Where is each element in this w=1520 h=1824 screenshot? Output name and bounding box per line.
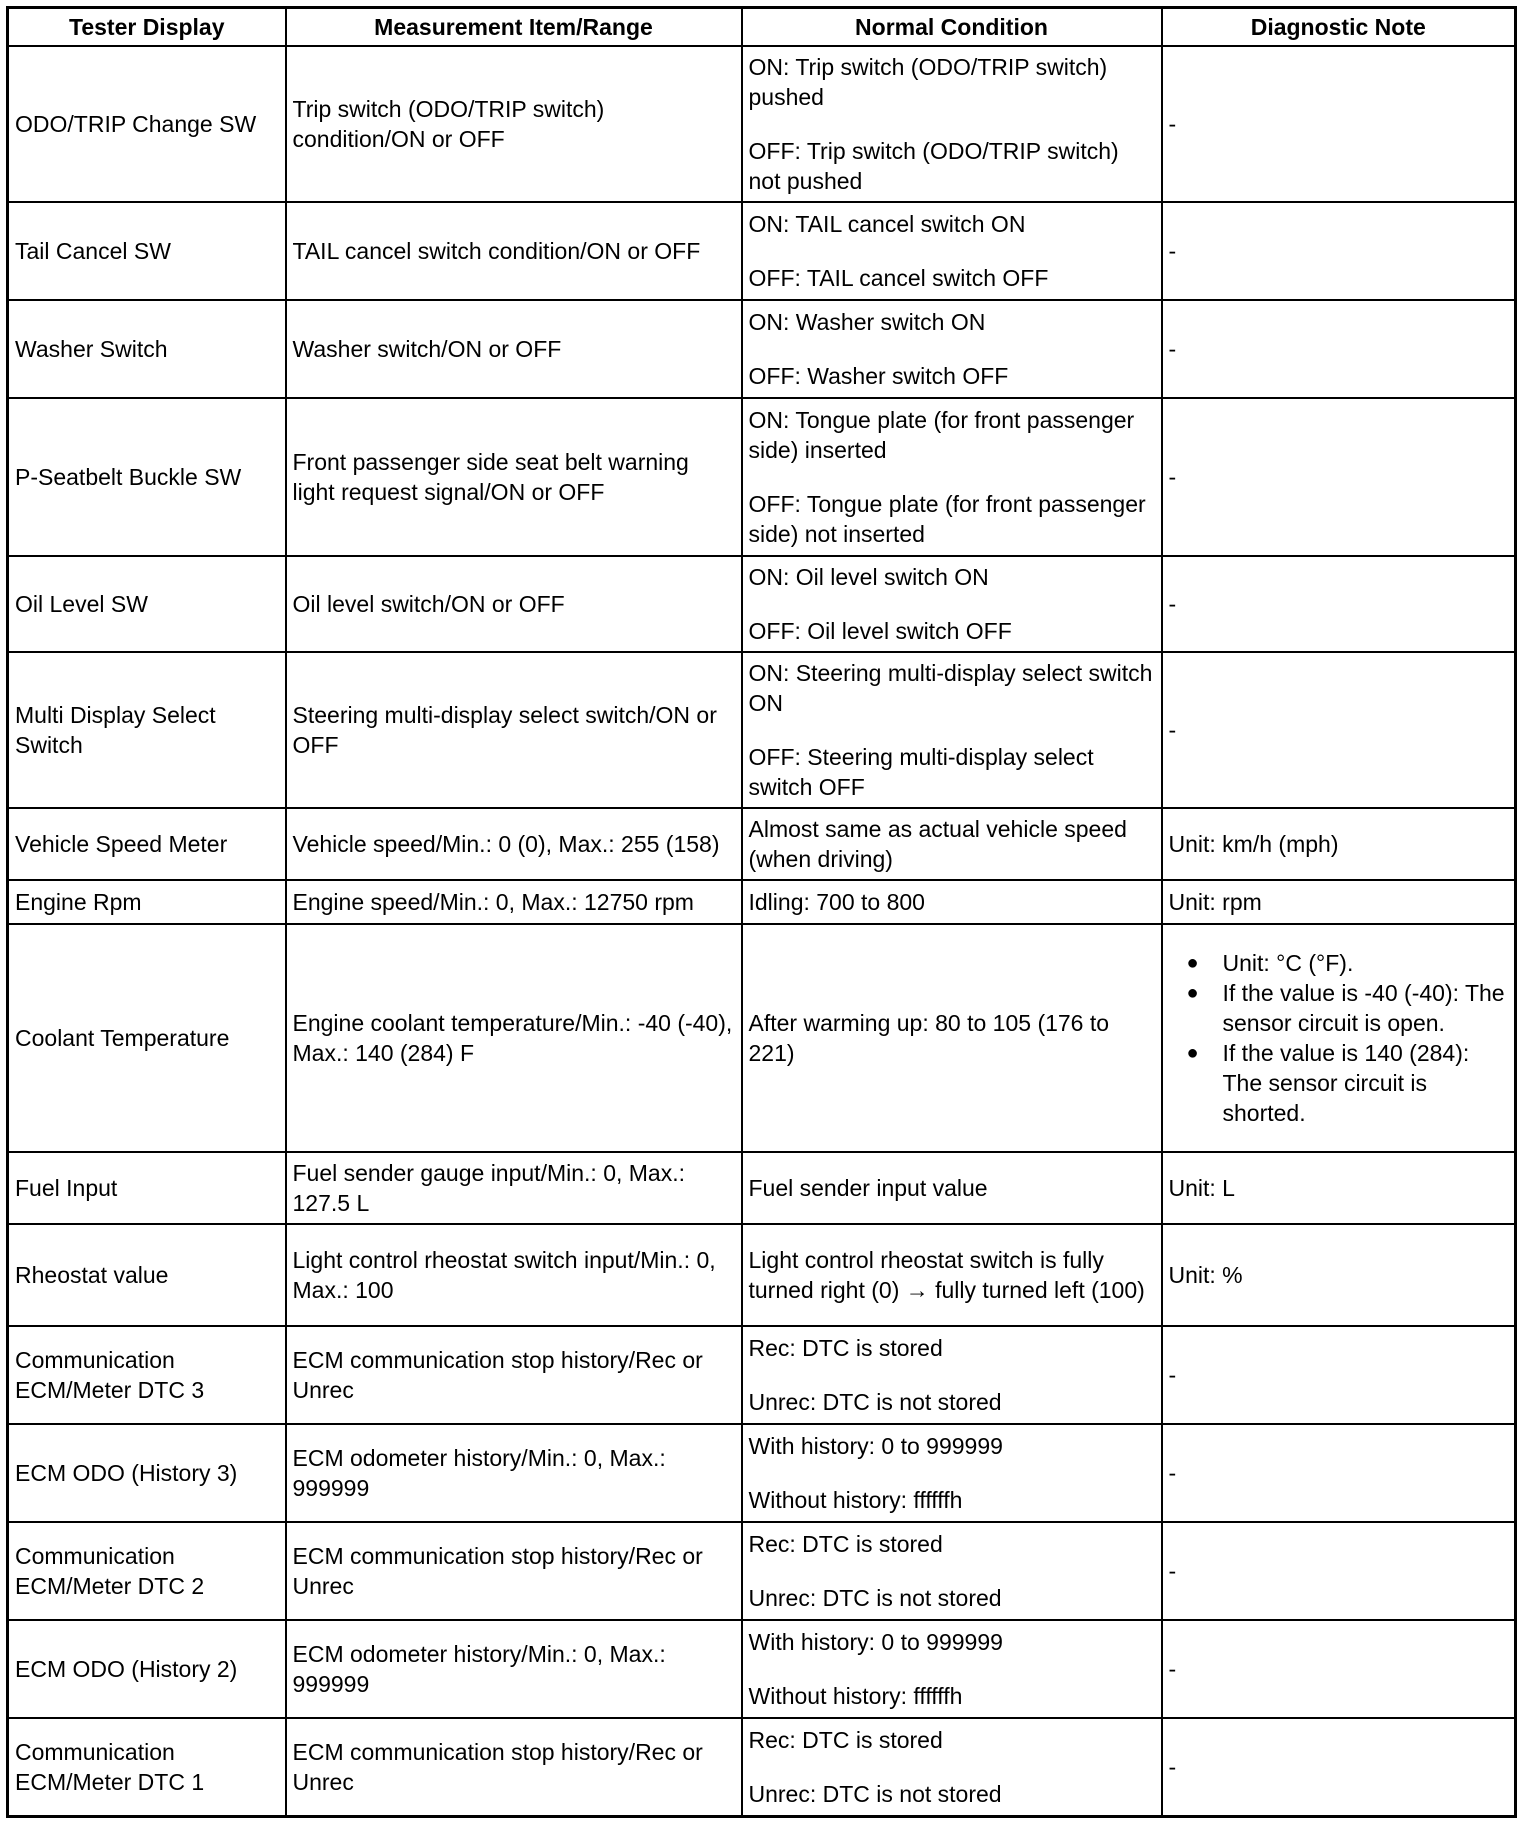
cell-tester-display: Fuel Input: [8, 1152, 286, 1224]
cell-tester-display: Washer Switch: [8, 300, 286, 398]
cell-diagnostic-note: -: [1162, 556, 1516, 652]
condition-line: Light control rheostat switch is fully turned right (0) → fully turned left (100): [748, 1247, 1145, 1304]
cell-tester-display: Rheostat value: [8, 1224, 286, 1326]
cell-normal-condition: [742, 808, 1162, 880]
condition-line: ON: Oil level switch ON: [748, 564, 989, 591]
cell-measurement: Light control rheostat switch input/Min.: 0, Max.: 100: [286, 1224, 742, 1326]
cell-diagnostic-note: -: [1162, 1326, 1516, 1424]
cell-diagnostic-note: [1162, 924, 1516, 1152]
cell-measurement: Fuel sender gauge input/Min.: 0, Max.: 127.5 L: [286, 1152, 742, 1224]
cell-measurement: TAIL cancel switch condition/ON or OFF: [286, 202, 742, 300]
cell-measurement: ECM odometer history/Min.: 0, Max.: 999999: [286, 1424, 742, 1522]
cell-diagnostic-note: -: [1162, 1718, 1516, 1816]
note-bullet-list: [1169, 948, 1509, 1128]
condition-line: OFF: Oil level switch OFF: [748, 618, 1012, 645]
condition-line: Unrec: DTC is not stored: [748, 1781, 1002, 1808]
table-row: [8, 1522, 1516, 1620]
condition-line: With history: 0 to 999999: [748, 1433, 1003, 1460]
table-row: [8, 1424, 1516, 1522]
table-row: [8, 808, 1516, 880]
cell-measurement: ECM communication stop history/Rec or Unrec: [286, 1522, 742, 1620]
table-row: [8, 1620, 1516, 1718]
cell-tester-display: Communication ECM/Meter DTC 2: [8, 1522, 286, 1620]
cell-measurement: Oil level switch/ON or OFF: [286, 556, 742, 652]
cell-tester-display: Coolant Temperature: [8, 924, 286, 1152]
condition-line: ON: Steering multi-display select switch ON: [748, 660, 1153, 717]
cell-measurement: ECM communication stop history/Rec or Unrec: [286, 1326, 742, 1424]
condition-line: After warming up: 80 to 105 (176 to 221): [748, 1010, 1110, 1067]
cell-normal-condition: [742, 300, 1162, 398]
condition-line: Unrec: DTC is not stored: [748, 1389, 1002, 1416]
condition-line: OFF: Steering multi-display select switch OFF: [748, 744, 1094, 801]
cell-tester-display: Communication ECM/Meter DTC 3: [8, 1326, 286, 1424]
cell-measurement: ECM communication stop history/Rec or Unrec: [286, 1718, 742, 1816]
condition-line: ON: Tongue plate (for front passenger side) inserted: [748, 407, 1135, 464]
cell-tester-display: ECM ODO (History 2): [8, 1620, 286, 1718]
note-bullet-item: ● Unit: °C (°F).: [1223, 948, 1509, 978]
condition-line: OFF: TAIL cancel switch OFF: [748, 265, 1049, 292]
condition-line: With history: 0 to 999999: [748, 1629, 1003, 1656]
cell-measurement: ECM odometer history/Min.: 0, Max.: 999999: [286, 1620, 742, 1718]
header-normal-condition: Normal Condition: [742, 8, 1162, 47]
cell-tester-display: Communication ECM/Meter DTC 1: [8, 1718, 286, 1816]
cell-tester-display: P-Seatbelt Buckle SW: [8, 398, 286, 556]
condition-line: Without history: ffffffh: [748, 1487, 963, 1514]
cell-normal-condition: [742, 1424, 1162, 1522]
table-row: [8, 652, 1516, 808]
cell-tester-display: Oil Level SW: [8, 556, 286, 652]
condition-line: OFF: Tongue plate (for front passenger side) not inserted: [748, 491, 1146, 548]
cell-tester-display: Engine Rpm: [8, 880, 286, 924]
condition-line: Unrec: DTC is not stored: [748, 1585, 1002, 1612]
table-row: [8, 880, 1516, 924]
cell-normal-condition: [742, 556, 1162, 652]
header-diagnostic-note: Diagnostic Note: [1162, 8, 1516, 47]
cell-diagnostic-note: Unit: rpm: [1162, 880, 1516, 924]
note-bullet-item: ● If the value is 140 (284): The sensor circuit is shorted.: [1223, 1038, 1509, 1128]
cell-normal-condition: [742, 46, 1162, 202]
condition-line: Rec: DTC is stored: [748, 1727, 943, 1754]
cell-measurement: Vehicle speed/Min.: 0 (0), Max.: 255 (158): [286, 808, 742, 880]
table-row: [8, 46, 1516, 202]
condition-line: ON: Washer switch ON: [748, 309, 986, 336]
cell-normal-condition: [742, 880, 1162, 924]
cell-diagnostic-note: Unit: %: [1162, 1224, 1516, 1326]
condition-line: OFF: Trip switch (ODO/TRIP switch) not pushed: [748, 138, 1119, 195]
cell-normal-condition: [742, 924, 1162, 1152]
cell-diagnostic-note: -: [1162, 1522, 1516, 1620]
cell-measurement: Engine speed/Min.: 0, Max.: 12750 rpm: [286, 880, 742, 924]
cell-normal-condition: [742, 1718, 1162, 1816]
condition-line: ON: Trip switch (ODO/TRIP switch) pushed: [748, 54, 1108, 111]
cell-normal-condition: [742, 1224, 1162, 1326]
cell-normal-condition: [742, 652, 1162, 808]
cell-diagnostic-note: -: [1162, 1620, 1516, 1718]
table-row: [8, 1152, 1516, 1224]
cell-tester-display: ODO/TRIP Change SW: [8, 46, 286, 202]
cell-normal-condition: [742, 1152, 1162, 1224]
table-row: [8, 300, 1516, 398]
header-tester-display: Tester Display: [8, 8, 286, 47]
table-row: [8, 1326, 1516, 1424]
cell-measurement: Engine coolant temperature/Min.: -40 (-40), Max.: 140 (284) F: [286, 924, 742, 1152]
data-list-table: [6, 6, 1517, 1818]
cell-diagnostic-note: -: [1162, 1424, 1516, 1522]
cell-diagnostic-note: -: [1162, 398, 1516, 556]
condition-line: Rec: DTC is stored: [748, 1531, 943, 1558]
table-row: [8, 398, 1516, 556]
table-row: [8, 556, 1516, 652]
cell-normal-condition: [742, 202, 1162, 300]
header-row: [8, 8, 1516, 47]
cell-diagnostic-note: -: [1162, 300, 1516, 398]
condition-line: Fuel sender input value: [748, 1175, 988, 1202]
cell-measurement: Trip switch (ODO/TRIP switch) condition/ON or OFF: [286, 46, 742, 202]
condition-line: Without history: ffffffh: [748, 1683, 963, 1710]
note-bullet-item: ● If the value is -40 (-40): The sensor circuit is open.: [1223, 978, 1509, 1038]
cell-tester-display: Tail Cancel SW: [8, 202, 286, 300]
table-row: [8, 924, 1516, 1152]
cell-measurement: Washer switch/ON or OFF: [286, 300, 742, 398]
cell-tester-display: ECM ODO (History 3): [8, 1424, 286, 1522]
table-body: [8, 46, 1516, 1817]
cell-diagnostic-note: -: [1162, 46, 1516, 202]
cell-normal-condition: [742, 1326, 1162, 1424]
cell-diagnostic-note: Unit: km/h (mph): [1162, 808, 1516, 880]
condition-line: Almost same as actual vehicle speed (when driving): [748, 816, 1127, 873]
condition-line: Idling: 700 to 800: [748, 889, 925, 916]
cell-tester-display: Multi Display Select Switch: [8, 652, 286, 808]
cell-normal-condition: [742, 398, 1162, 556]
header-measurement: Measurement Item/Range: [286, 8, 742, 47]
condition-line: OFF: Washer switch OFF: [748, 363, 1009, 390]
cell-normal-condition: [742, 1620, 1162, 1718]
condition-line: ON: TAIL cancel switch ON: [748, 211, 1026, 238]
cell-normal-condition: [742, 1522, 1162, 1620]
table-row: [8, 202, 1516, 300]
cell-measurement: Front passenger side seat belt warning light request signal/ON or OFF: [286, 398, 742, 556]
cell-diagnostic-note: -: [1162, 652, 1516, 808]
table-row: [8, 1718, 1516, 1816]
cell-diagnostic-note: Unit: L: [1162, 1152, 1516, 1224]
cell-measurement: Steering multi-display select switch/ON or OFF: [286, 652, 742, 808]
cell-diagnostic-note: -: [1162, 202, 1516, 300]
condition-line: Rec: DTC is stored: [748, 1335, 943, 1362]
table-row: [8, 1224, 1516, 1326]
cell-tester-display: Vehicle Speed Meter: [8, 808, 286, 880]
